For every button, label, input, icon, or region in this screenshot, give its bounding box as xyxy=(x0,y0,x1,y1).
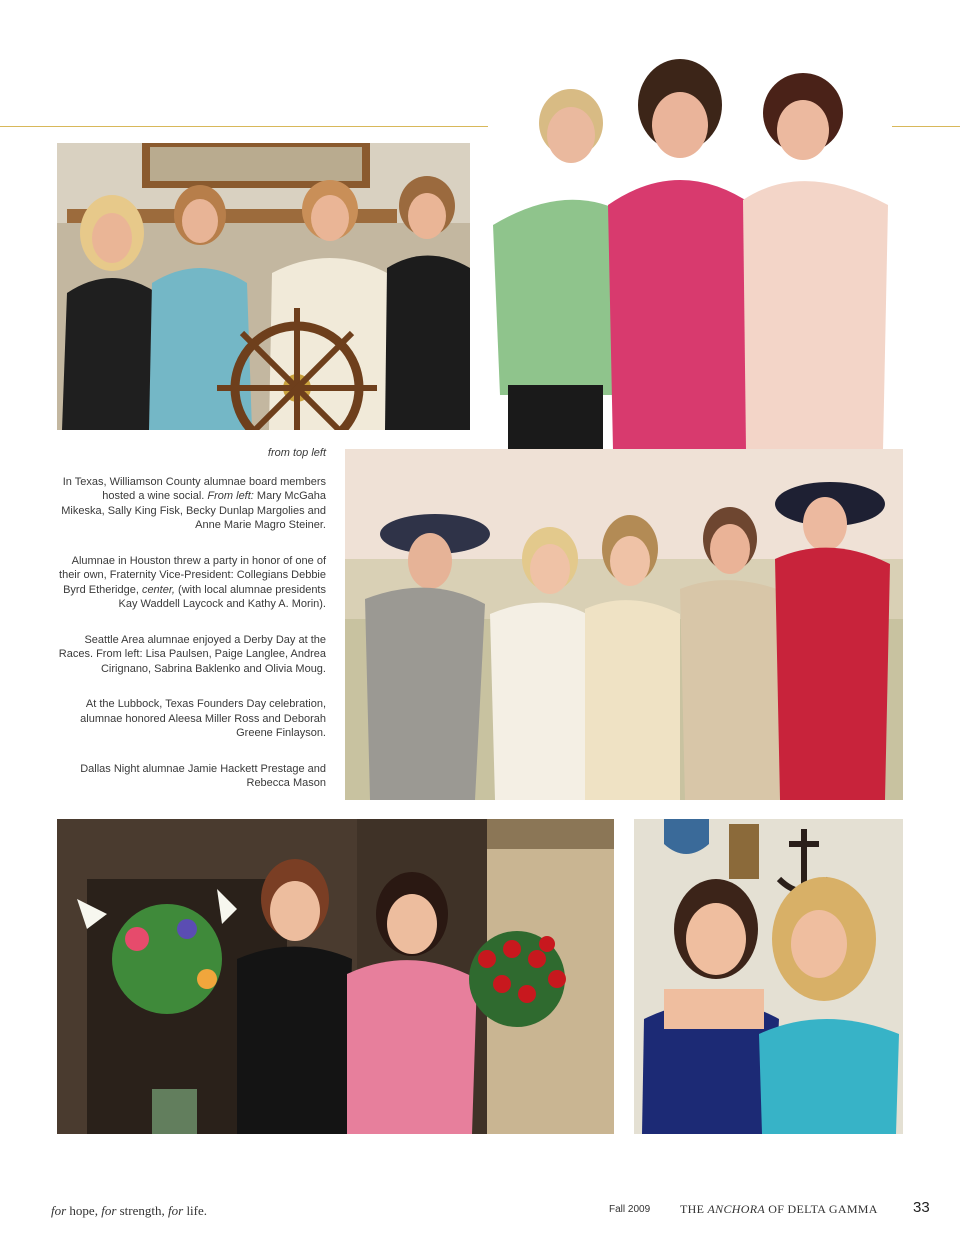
photo-houston-party xyxy=(488,55,892,450)
photo-wine-social xyxy=(57,143,470,430)
photo-captions xyxy=(56,446,326,812)
footer-issue: Fall 2009 xyxy=(609,1204,651,1215)
photo-seattle-derby-day xyxy=(345,449,903,800)
photo-lubbock-founders-day xyxy=(57,819,614,1134)
caption-lubbock: At the Lubbock, Texas Founders Day celebration, alumnae honored Aleesa Miller Ross and Deborah Greene Finlayson. xyxy=(80,698,326,739)
page-number: 33 xyxy=(913,1199,930,1216)
photo-dallas-night xyxy=(634,819,903,1134)
caption-wine-social: In Texas, Williamson County alumnae board members hosted a wine social. From left: Mary McGaha Mikeska, Sally King Fisk, Becky Dunlap Margolies and Anne Marie Magro Steiner. xyxy=(61,475,326,531)
captions-lead: from top left xyxy=(267,447,326,459)
caption-dallas: Dallas Night alumnae Jamie Hackett Prestage and Rebecca Mason xyxy=(80,762,326,789)
caption-seattle-derby: Seattle Area alumnae enjoyed a Derby Day at the Races. From left: Lisa Paulsen, Paige Langlee, Andrea Cirignano, Sabrina Baklenko and Olivia Moug. xyxy=(58,633,326,675)
caption-houston-party: Alumnae in Houston threw a party in honor of one of their own, Fraternity Vice-President: Collegians Debbie Byrd Etheridge, center, (with local alumnae presidents Kay Waddell Laycock and Kathy A. Morin). xyxy=(59,554,326,610)
footer-tagline: for hope, for strength, for life. xyxy=(51,1203,208,1218)
footer-magazine-title: THE ANCHORA OF DELTA GAMMA xyxy=(680,1202,878,1216)
